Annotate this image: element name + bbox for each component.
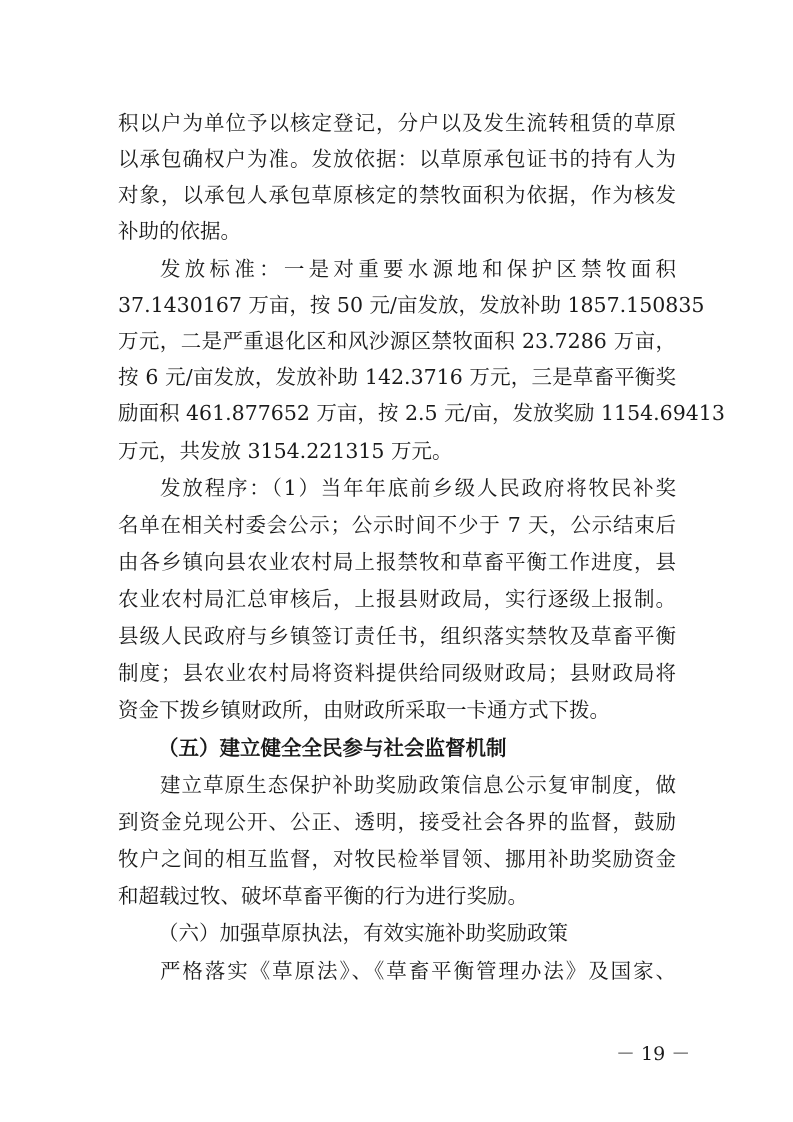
body-line: 37.1430167 万亩，按 50 元/亩发放，发放补助 1857.150835 bbox=[118, 293, 705, 317]
body-line: 到资金兑现公开、公正、透明，接受社会各界的监督，鼓励 bbox=[118, 810, 676, 834]
body-line: 发放程序：（1）当年年底前乡级人民政府将牧民补奖 bbox=[160, 476, 676, 500]
body-line: 牧户之间的相互监督，对牧民检举冒领、挪用补助奖励资金 bbox=[118, 847, 676, 871]
body-line: 补助的依据。 bbox=[118, 219, 241, 243]
body-line: 按 6 元/亩发放，发放补助 142.3716 万元，三是草畜平衡奖 bbox=[118, 365, 676, 389]
body-line: 万元，共发放 3154.221315 万元。 bbox=[118, 439, 453, 463]
body-line: 和超载过牧、破坏草畜平衡的行为进行奖励。 bbox=[118, 884, 528, 908]
section-heading: （五）建立健全全民参与社会监督机制 bbox=[158, 736, 507, 760]
body-line: 制度；县农业农村局将资料提供给同级财政局；县财政局将 bbox=[118, 661, 676, 685]
body-line: 对象，以承包人承包草原核定的禁牧面积为依据，作为核发 bbox=[118, 183, 676, 207]
body-line: 资金下拨乡镇财政所，由财政所采取一卡通方式下拨。 bbox=[118, 698, 610, 722]
page-number: － 19 － bbox=[616, 1043, 691, 1065]
body-line: 农业农村局汇总审核后，上报县财政局，实行逐级上报制。 bbox=[118, 587, 676, 611]
body-line: 建立草原生态保护补助奖励政策信息公示复审制度，做 bbox=[160, 773, 676, 797]
body-line: 由各乡镇向县农业农村局上报禁牧和草畜平衡工作进度，县 bbox=[118, 550, 676, 574]
body-line: 励面积 461.877652 万亩，按 2.5 元/亩，发放奖励 1154.69413 bbox=[118, 401, 725, 425]
body-line: 发放标准：一是对重要水源地和保护区禁牧面积 bbox=[160, 257, 676, 281]
body-line: 县级人民政府与乡镇签订责任书，组织落实禁牧及草畜平衡 bbox=[118, 624, 676, 648]
body-line: 以承包确权户为准。发放依据：以草原承包证书的持有人为 bbox=[118, 147, 676, 171]
section-heading: （六）加强草原执法，有效实施补助奖励政策 bbox=[158, 921, 568, 945]
body-line: 严格落实《草原法》、《草畜平衡管理办法》及国家、 bbox=[160, 959, 676, 983]
body-line: 万元，二是严重退化区和风沙源区禁牧面积 23.7286 万亩， bbox=[118, 329, 676, 353]
body-line: 名单在相关村委会公示；公示时间不少于 7 天，公示结束后 bbox=[118, 513, 676, 537]
body-line: 积以户为单位予以核定登记，分户以及发生流转租赁的草原 bbox=[118, 111, 676, 135]
